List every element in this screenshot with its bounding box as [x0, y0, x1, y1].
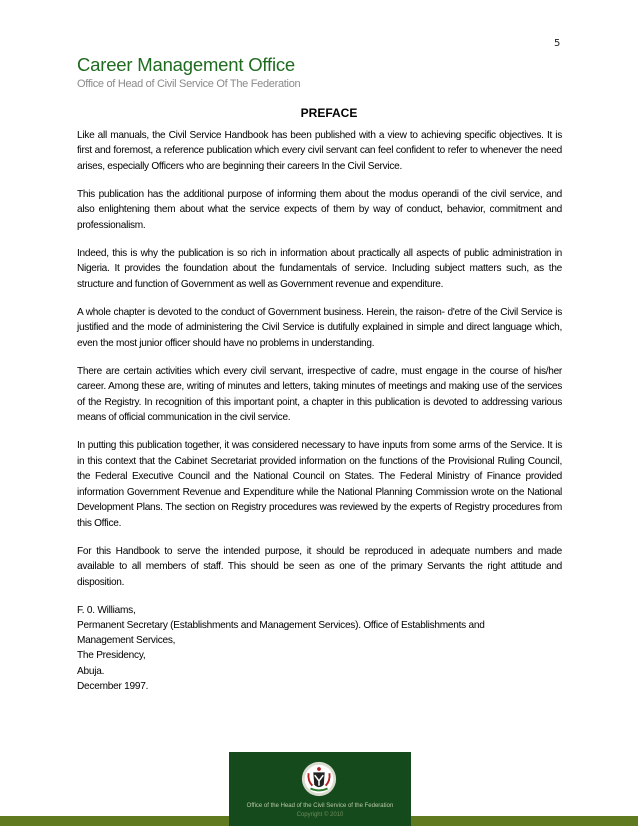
signatory-office: The Presidency,: [77, 650, 146, 662]
signatory-name: F. 0. Williams,: [77, 604, 136, 616]
document-body: [77, 128, 562, 694]
page-number: 5: [554, 38, 561, 49]
signatory-position: Permanent Secretary (Establishments and Management Services). Office of Establishments and: [77, 619, 485, 631]
paragraph: A whole chapter is devoted to the conduct of Government business. Herein, the raison- d'etre of the Civil Service is justified and the mode of administering the Civil Service is dutifully explained in simple and direct language which, even the most junior officer should have no problems in understanding.: [77, 307, 562, 349]
section-heading-text: PREFACE: [300, 106, 358, 120]
header-subtitle: Office of Head of Civil Service Of The Federation: [77, 78, 301, 90]
signature-block: [77, 603, 562, 694]
paragraph: Indeed, this is why the publication is so rich in information about practically all aspects of public administration in Nigeria. It provides the foundation about the fundamentals of service. Including subject matters such, as the structure and function of Government as well as Government revenue and expenditure.: [77, 248, 562, 290]
paragraph: Like all manuals, the Civil Service Handbook has been published with a view to achieving specific objectives. It is first and foremost, a reference publication which every civil servant can feel confident to refer to whenever the need arises, especially Officers who are beginning their careers In the Civil Service.: [77, 130, 562, 172]
footer-line: Office of the Head of the Civil Service of the Federation: [246, 803, 394, 809]
footer-text: [229, 802, 411, 820]
paragraph: For this Handbook to serve the intended purpose, it should be reproduced in adequate numbers and made available to all members of staff. This should be seen as one of the primary Servants the right attitude and disposition.: [77, 545, 562, 588]
section-heading: [0, 106, 638, 120]
signatory-city: Abuja.: [77, 665, 105, 677]
paragraph: In putting this publication together, it was considered necessary to have inputs from some arms of the Service. It is in this context that the Cabinet Secretariat provided information on the functions of the Provisional Ruling Council, the Federal Executive Council and the National Council on States. The Federal Ministry of Finance provided information Government Revenue and Expenditure while the National Planning Commission wrote on the National Development Plans. The section on Registry procedures was reviewed by the experts of Registry procedures from this Office.: [77, 440, 562, 529]
paragraph: This publication has the additional purpose of informing them about the modus operandi of the civil service, and also enlightening them about what the service expects of them by way of conduct, behavior, commitment and professionalism.: [77, 189, 562, 231]
footer-copyright: Copyright © 2010: [296, 812, 344, 818]
signatory-position-cont: Management Services,: [77, 635, 176, 647]
header-title: Career Management Office: [77, 54, 295, 75]
signature-date: December 1997.: [77, 680, 149, 692]
paragraph: There are certain activities which every civil servant, irrespective of cadre, must engage in the course of his/her career. Among these are, writing of minutes and letters, taking minutes of meetings and making use of the services of the Registry. In recognition of this important point, a chapter in this publication is devoted to addressing various means of official communication in the civil service.: [77, 366, 562, 424]
coat-of-arms-icon: [300, 760, 338, 798]
